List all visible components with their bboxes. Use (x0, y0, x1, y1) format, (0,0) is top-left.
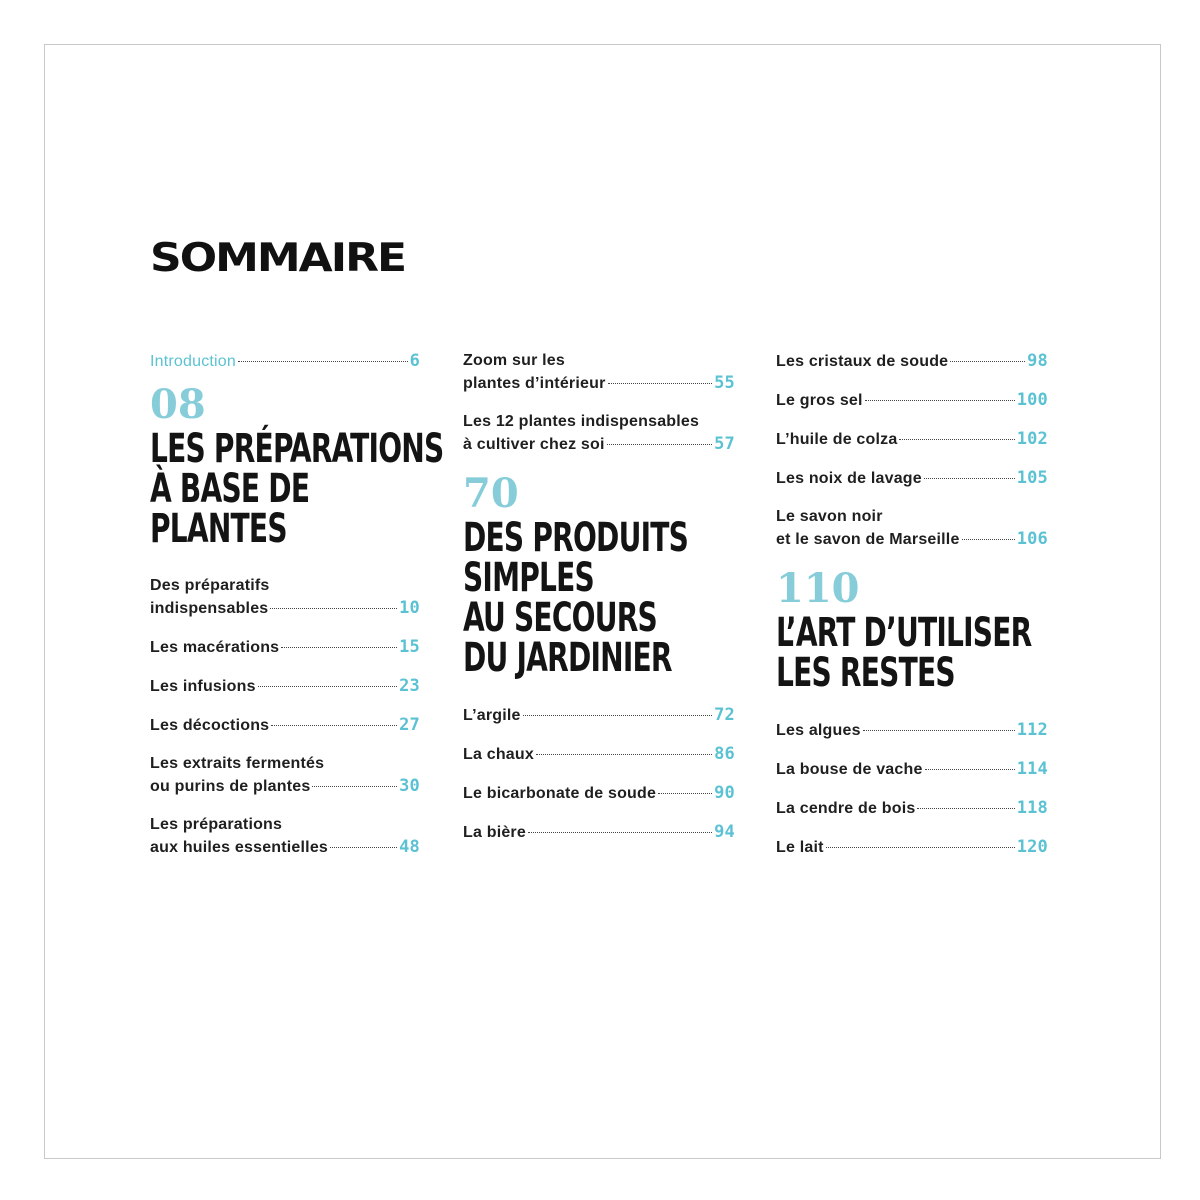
toc-entry[interactable] (463, 704, 735, 727)
toc-entry[interactable] (150, 753, 420, 798)
toc-entry-row (463, 743, 735, 766)
dot-leader (523, 715, 713, 716)
toc-page-number: 105 (1016, 468, 1048, 488)
toc-entry-row (463, 821, 735, 844)
toc-entry-row (463, 782, 735, 805)
toc-page-number: 106 (1016, 529, 1048, 549)
toc-list (150, 575, 420, 859)
toc-entry[interactable] (150, 575, 420, 620)
toc-entry-label-line: Des préparatifs (150, 577, 270, 594)
dot-leader (528, 832, 712, 833)
toc-entry-label: et le savon de Marseille (776, 531, 960, 548)
toc-entry-label: Les noix de lavage (776, 470, 922, 487)
toc-entry-introduction[interactable] (150, 350, 420, 373)
toc-entry-label: L’argile (463, 707, 521, 724)
toc-entry-row (776, 389, 1048, 412)
toc-list (776, 350, 1048, 551)
toc-entry-label-line: Zoom sur les (463, 352, 565, 369)
toc-entry-label: Le gros sel (776, 392, 863, 409)
toc-page-number: 114 (1016, 759, 1048, 779)
toc-entry[interactable] (776, 836, 1048, 859)
dot-leader (950, 361, 1025, 362)
toc-entry[interactable] (776, 758, 1048, 781)
toc-entry-label: La chaux (463, 746, 534, 763)
toc-entry[interactable] (150, 636, 420, 659)
toc-entry-label: Le bicarbonate de soude (463, 785, 657, 802)
toc-entry[interactable] (776, 389, 1048, 412)
toc-entry[interactable] (150, 675, 420, 698)
toc-entry-label-line: Les extraits fermentés (150, 755, 325, 772)
toc-page-number: 100 (1016, 390, 1048, 410)
dot-leader (607, 444, 712, 445)
toc-list (463, 350, 735, 456)
toc-entry[interactable] (150, 814, 420, 859)
section-header (776, 565, 1048, 696)
toc-entry-row (150, 714, 420, 737)
section-title-line: DU JARDINIER (463, 635, 672, 681)
toc-entry-label-line: Les 12 plantes indispensables (463, 413, 700, 430)
toc-column-3 (776, 350, 1048, 875)
dot-leader (238, 361, 408, 362)
toc-page-number: 27 (399, 715, 420, 735)
toc-entry-label: Les cristaux de soude (776, 353, 949, 370)
toc-entry-row (150, 636, 420, 659)
toc-entry-label: La bière (463, 824, 526, 841)
toc-entry-row (463, 704, 735, 727)
toc-page-number: 94 (714, 822, 735, 842)
toc-page-number: 23 (399, 676, 420, 696)
toc-entry-row (150, 836, 420, 859)
dot-leader (330, 847, 397, 848)
toc-page-number: 6 (409, 351, 420, 371)
section-header (463, 470, 735, 681)
toc-entry[interactable] (463, 743, 735, 766)
toc-entry-label: Les décoctions (150, 717, 270, 734)
toc-page-number: 72 (714, 705, 735, 725)
toc-entry-label: Le lait (776, 839, 824, 856)
toc-entry[interactable] (463, 821, 735, 844)
toc-entry[interactable] (776, 506, 1048, 551)
toc-entry[interactable] (776, 719, 1048, 742)
toc-entry[interactable] (776, 467, 1048, 490)
dot-leader (826, 847, 1015, 848)
toc-entry[interactable] (150, 714, 420, 737)
section-title-line: PLANTES (150, 506, 287, 552)
toc-page-number: 120 (1016, 837, 1048, 857)
toc-entry-row (776, 758, 1048, 781)
toc-entry-row (776, 719, 1048, 742)
toc-entry-row (776, 350, 1048, 373)
toc-entry-label: La bouse de vache (776, 761, 923, 778)
section-title (150, 426, 444, 552)
toc-entry-row (776, 836, 1048, 859)
dot-leader (924, 478, 1015, 479)
section-header (150, 381, 444, 552)
toc-entry-label: à cultiver chez soi (463, 436, 605, 453)
toc-entry-label-line: Les préparations (150, 816, 283, 833)
toc-page-number: 10 (399, 598, 420, 618)
dot-leader (962, 539, 1015, 540)
section-number: 110 (776, 565, 860, 612)
section-number: 70 (463, 470, 519, 517)
section-title-line: SIMPLES (463, 555, 594, 601)
toc-column-1 (150, 350, 444, 875)
dot-leader (865, 400, 1015, 401)
dot-leader (658, 793, 712, 794)
toc-page-number: 98 (1027, 351, 1048, 371)
toc-entry[interactable] (463, 782, 735, 805)
section-title (776, 610, 1032, 696)
toc-entry-label: indispensables (150, 600, 269, 617)
dot-leader (536, 754, 712, 755)
toc-entry-row (463, 372, 735, 395)
toc-entry[interactable] (463, 411, 735, 456)
toc-page-number: 102 (1016, 429, 1048, 449)
toc-entry-label: Les algues (776, 722, 861, 739)
toc-entry-label: plantes d’intérieur (463, 375, 606, 392)
toc-entry-label: aux huiles essentielles (150, 839, 329, 856)
dot-leader (271, 725, 397, 726)
toc-page-number: 90 (714, 783, 735, 803)
section-number: 08 (150, 381, 206, 428)
toc-entry-label: La cendre de bois (776, 800, 916, 817)
dot-leader (258, 686, 397, 687)
toc-page-number: 15 (399, 637, 420, 657)
toc-page-number: 112 (1016, 720, 1048, 740)
toc-page-number: 57 (714, 434, 735, 454)
toc-page-number: 48 (399, 837, 420, 857)
toc-entry[interactable] (776, 797, 1048, 820)
toc-entry-row (776, 428, 1048, 451)
dot-leader (899, 439, 1014, 440)
dot-leader (917, 808, 1014, 809)
page-title: SOMMAIRE (150, 235, 406, 281)
toc-page-number: 30 (399, 776, 420, 796)
toc-entry[interactable] (776, 428, 1048, 451)
toc-entry-row (150, 775, 420, 798)
section-title-line: L’ART D’UTILISER (776, 610, 1032, 656)
toc-entry-row (150, 675, 420, 698)
toc-entry[interactable] (463, 350, 735, 395)
toc-column-2 (463, 350, 735, 860)
toc-entry-row (776, 467, 1048, 490)
toc-page-number: 118 (1016, 798, 1048, 818)
dot-leader (312, 786, 397, 787)
dot-leader (925, 769, 1015, 770)
toc-list (463, 704, 735, 844)
toc-entry-row (776, 528, 1048, 551)
toc-entry-row (776, 797, 1048, 820)
dot-leader (863, 730, 1015, 731)
dot-leader (608, 383, 713, 384)
toc-entry-label: ou purins de plantes (150, 778, 311, 795)
toc-entry-row (150, 597, 420, 620)
section-title-line: AU SECOURS (463, 595, 658, 641)
section-title-line: LES RESTES (776, 650, 955, 696)
dot-leader (281, 647, 397, 648)
toc-entry-row (463, 433, 735, 456)
toc-list (776, 719, 1048, 859)
section-title-line: LES PRÉPARATIONS (150, 426, 444, 472)
toc-entry[interactable] (776, 350, 1048, 373)
toc-page-number: 55 (714, 373, 735, 393)
dot-leader (270, 608, 397, 609)
toc-entry-label: Les macérations (150, 639, 280, 656)
toc-entry-label-line: Le savon noir (776, 508, 883, 525)
toc-entry-label: L’huile de colza (776, 431, 898, 448)
section-title-line: DES PRODUITS (463, 515, 689, 561)
toc-page-number: 86 (714, 744, 735, 764)
section-title-line: À BASE DE (150, 466, 310, 512)
section-title (463, 515, 689, 681)
toc-entry-label: Introduction (150, 353, 237, 370)
toc-entry-label: Les infusions (150, 678, 256, 695)
